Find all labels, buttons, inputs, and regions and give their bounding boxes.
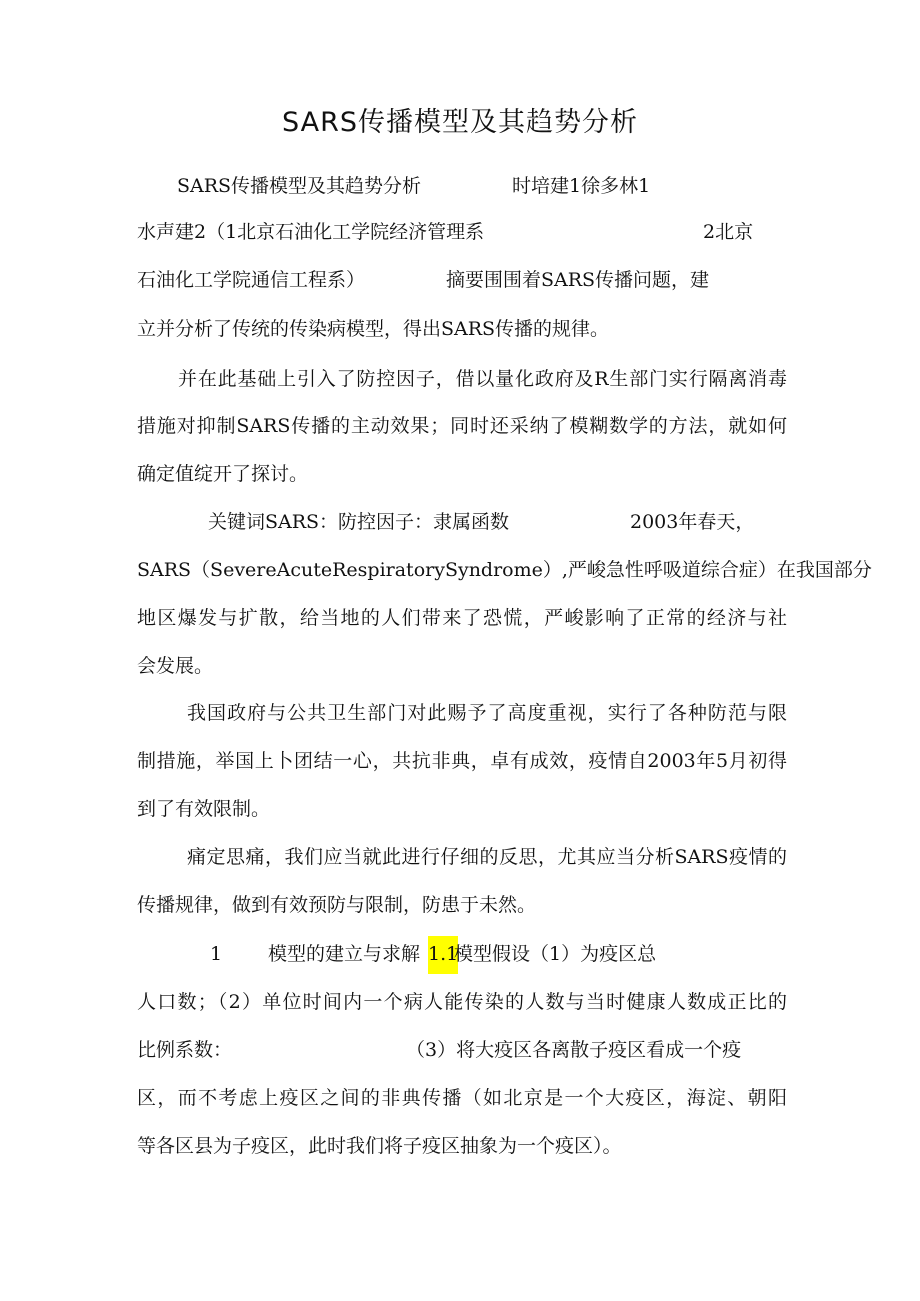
paragraph-line: 区，而不考虑上疫区之间的非典传播（如北京是一个大疫区，海淀、朝阳 — [137, 1087, 787, 1109]
abstract-line: 确定值绽开了探讨。 — [137, 463, 309, 485]
keywords: 关键词SARS：防控因子：隶属函数 — [208, 511, 510, 533]
paragraph-line: SARS（SevereAcuteRespiratorySyndrome）,严峻急性呼吸道综合症）在我国部分 — [137, 559, 872, 581]
author-affiliation-3: 石油化工学院通信工程系） — [137, 269, 366, 291]
intro-start: 2003年春天， — [630, 511, 755, 533]
header-authors: 时培建1徐多林1 — [512, 175, 651, 197]
paragraph-line: 等各区县为子疫区，此时我们将子疫区抽象为一个疫区）。 — [137, 1135, 622, 1157]
section-heading: 模型的建立与求解 — [268, 943, 421, 965]
paragraph-line: 制措施，举国上卜团结一心，共抗非典，卓有成效，疫情自2003年5月初得 — [137, 750, 787, 772]
abstract-line: 措施对抑制SARS传播的主动效果；同时还采纳了模糊数学的方法，就如何 — [137, 415, 787, 437]
subsection-heading: 模型假设（1）为疫区总 — [454, 943, 657, 965]
paragraph-line: （3）将大疫区各离散子疫区看成一个疫 — [406, 1039, 742, 1061]
paragraph-line: 我国政府与公共卫生部门对此赐予了高度重视，实行了各种防范与限 — [187, 702, 787, 724]
paragraph-line: 痛定思痛，我们应当就此进行仔细的反思，尤其应当分析SARS疫情的 — [187, 846, 787, 868]
author-affiliation-1: 水声建2（1北京石油化工学院经济管理系 — [137, 221, 485, 243]
abstract-start: 摘要围围着SARS传播问题，建 — [446, 269, 710, 291]
paragraph-line: 会发展。 — [137, 655, 214, 677]
section-number: 1 — [210, 943, 223, 965]
paragraph-line: 比例系数： — [137, 1039, 233, 1061]
paragraph-line: 到了有效限制。 — [137, 798, 271, 820]
abstract-line: 并在此基础上引入了防控因子，借以量化政府及R生部门实行隔离消毒 — [178, 368, 787, 390]
header-subtitle: SARS传播模型及其趋势分析 — [177, 175, 422, 197]
paragraph-line: 人口数；（2）单位时间内一个病人能传染的人数与当时健康人数成正比的 — [137, 991, 787, 1013]
subsection-number-highlight: 1.1 — [428, 936, 458, 974]
paragraph-line: 地区爆发与扩散，给当地的人们带来了恐慌，严峻影响了正常的经济与社 — [137, 607, 787, 629]
author-affiliation-2: 2北京 — [703, 221, 754, 243]
document-title: SARS传播模型及其趋势分析 — [281, 107, 638, 138]
abstract-line: 立并分析了传统的传染病模型，得出SARS传播的规律。 — [137, 318, 610, 340]
paragraph-line: 传播规律，做到有效预防与限制，防患于未然。 — [137, 894, 537, 916]
